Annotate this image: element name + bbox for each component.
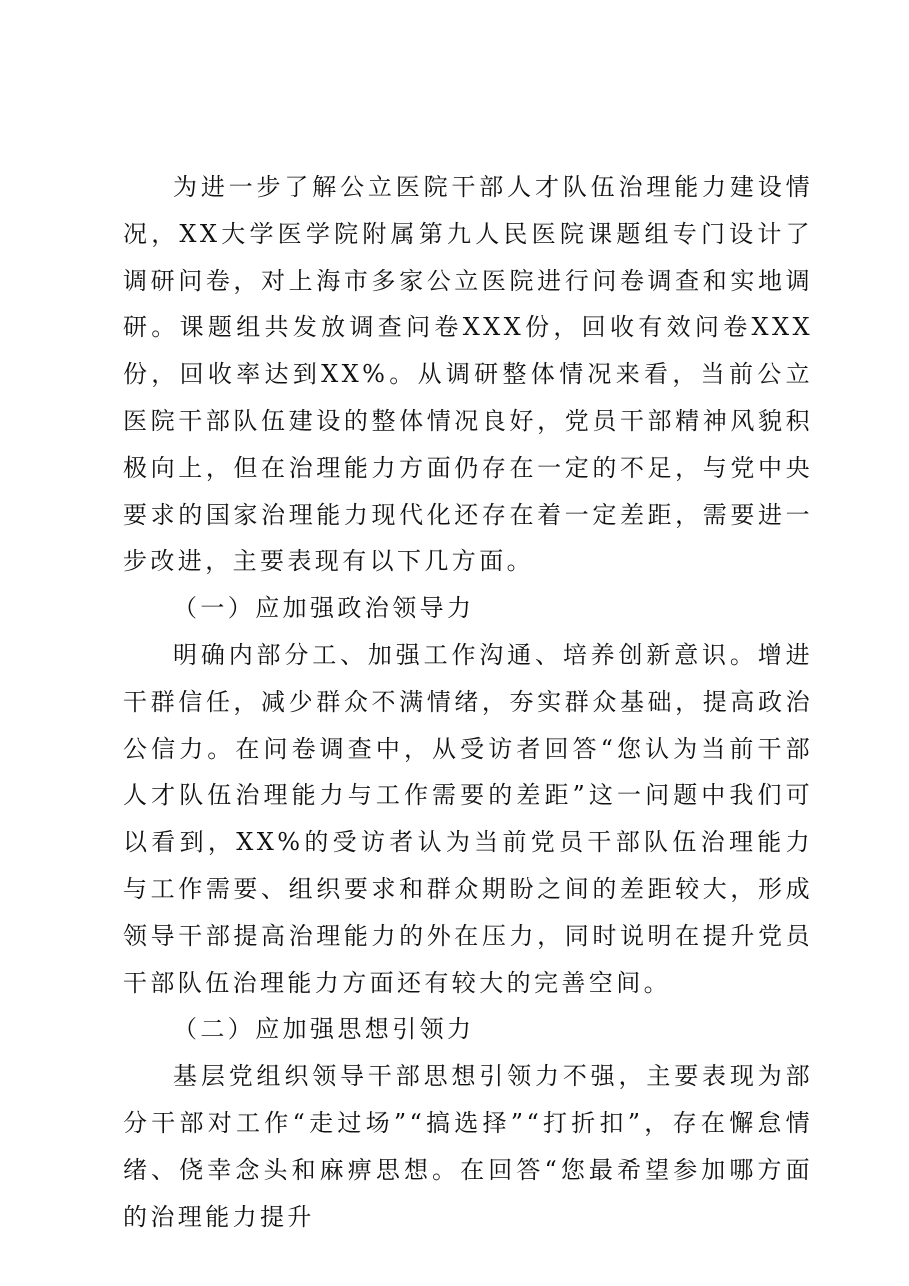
political-leadership-paragraph: 明确内部分工、加强工作沟通、培养创新意识。增进干群信任，减少群众不满情绪，夯实群众基础，提高政治公信力。在问卷调查中，从受访者回答“您认为当前干部人才队伍治理能力与工作需要的差距”这一问题中我们可以看到，XX%的受访者认为当前党员干部队伍治理能力与工作需要、组织要求和群众期盼之间的差距较大，形成领导干部提高治理能力的外在压力，同时说明在提升党员干部队伍治理能力方面还有较大的完善空间。 [123,640,813,997]
document-body [123,164,813,1240]
section-heading-political-leadership: （一）应加强政治领导力 [173,594,475,623]
section-heading-ideological-leadership: （二）应加强思想引领力 [173,1015,475,1044]
intro-paragraph: 为进一步了解公立医院干部人才队伍治理能力建设情况，XX大学医学院附属第九人民医院课题组专门设计了调研问卷，对上海市多家公立医院进行问卷调查和实地调研。课题组共发放调查问卷XXX份，回收有效问卷XXX份，回收率达到XX%。从调研整体情况来看，当前公立医院干部队伍建设的整体情况良好，党员干部精神风貌积极向上，但在治理能力方面仍存在一定的不足，与党中央要求的国家治理能力现代化还存在着一定差距，需要进一步改进，主要表现有以下几方面。 [123,173,813,576]
ideological-leadership-paragraph: 基层党组织领导干部思想引领力不强，主要表现为部分干部对工作“走过场”“搞选择”“打折扣”，存在懈怠情绪、侥幸念头和麻痹思想。在回答“您最希望参加哪方面的治理能力提升 [123,1062,813,1231]
